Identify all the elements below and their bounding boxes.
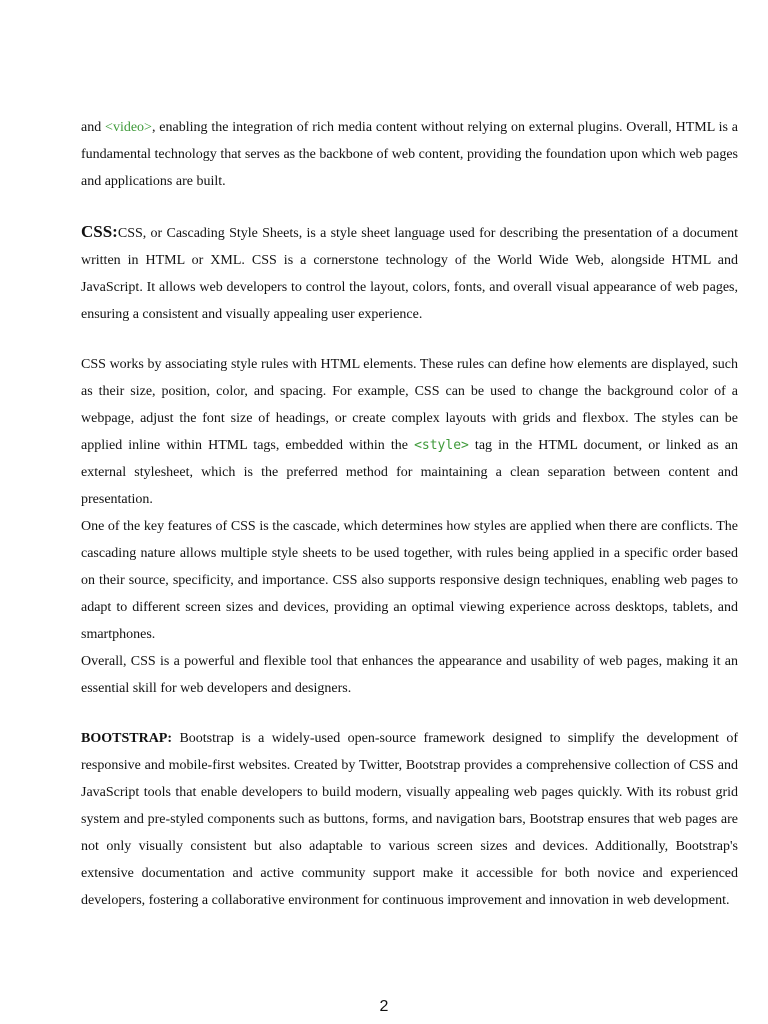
css-overall-paragraph: Overall, CSS is a powerful and flexible tool that enhances the appearance and usability of web pages, making it an essential skill for web developers and designers. <box>81 654 738 696</box>
css-intro-paragraph <box>81 218 738 328</box>
css-intro-text: CSS, or Cascading Style Sheets, is a style sheet language used for describing the presentation of a document written in HTML or XML. CSS is a cornerstone technology of the World Wide Web, alongside HTML and JavaScript. It allows web developers to control the layout, colors, fonts, and overall visual appearance of web pages, ensuring a consistent and visually appealing user experience. <box>81 226 738 322</box>
video-tag-code: <video> <box>105 120 152 135</box>
css-works-text-before: CSS works by associating style rules with HTML elements. These rules can define how elements are displayed, such as their size, position, color, and spacing. For example, CSS can be used to change the background color of a webpage, adjust the font size of headings, or create complex layouts with grids and flexbox. The styles can be applied inline within HTML tags, embedded within the <box>81 357 738 453</box>
paragraph-rest-text: , enabling the integration of rich media content without relying on external plugins. Overall, HTML is a fundamental technology that serves as the backbone of web content, providing the foundation upon which web pages and applications are built. <box>81 120 738 189</box>
css-cascade-paragraph: One of the key features of CSS is the cascade, which determines how styles are applied when there are conflicts. The cascading nature allows multiple style sheets to be used together, with rules being applied in a specific order based on their source, specificity, and importance. CSS also supports responsive design techniques, enabling web pages to adapt to different screen sizes and devices, providing an optimal viewing experience across desktops, tablets, and smartphones. <box>81 519 738 642</box>
paragraph-lead-text: and <box>81 120 106 135</box>
style-tag-code: <style> <box>414 438 469 453</box>
css-heading: CSS: <box>81 222 118 241</box>
css-works-text-after: tag in the HTML document, or linked as an external stylesheet, which is the preferred method for maintaining a clean separation between content and presentation. <box>81 438 738 507</box>
html-conclusion-paragraph <box>81 114 738 195</box>
bootstrap-paragraph <box>81 725 738 914</box>
document-page-body <box>81 114 738 914</box>
bootstrap-heading: BOOTSTRAP: <box>81 731 173 746</box>
bootstrap-body-text: Bootstrap is a widely-used open-source framework designed to simplify the development of responsive and mobile-first websites. Created by Twitter, Bootstrap provides a comprehensive collection of CSS and JavaScript tools that enable developers to build modern, visually appealing web pages quickly. With its robust grid system and pre-styled components such as buttons, forms, and navigation bars, Bootstrap ensures that web pages are not only visually consistent but also adaptable to various screen sizes and devices. Additionally, Bootstrap's extensive documentation and active community support make it accessible for both novice and experienced developers, fostering a collaborative environment for continuous improvement and innovation in web development. <box>81 731 738 908</box>
css-works-paragraph <box>81 351 738 513</box>
page-number: 2 <box>379 998 389 1015</box>
